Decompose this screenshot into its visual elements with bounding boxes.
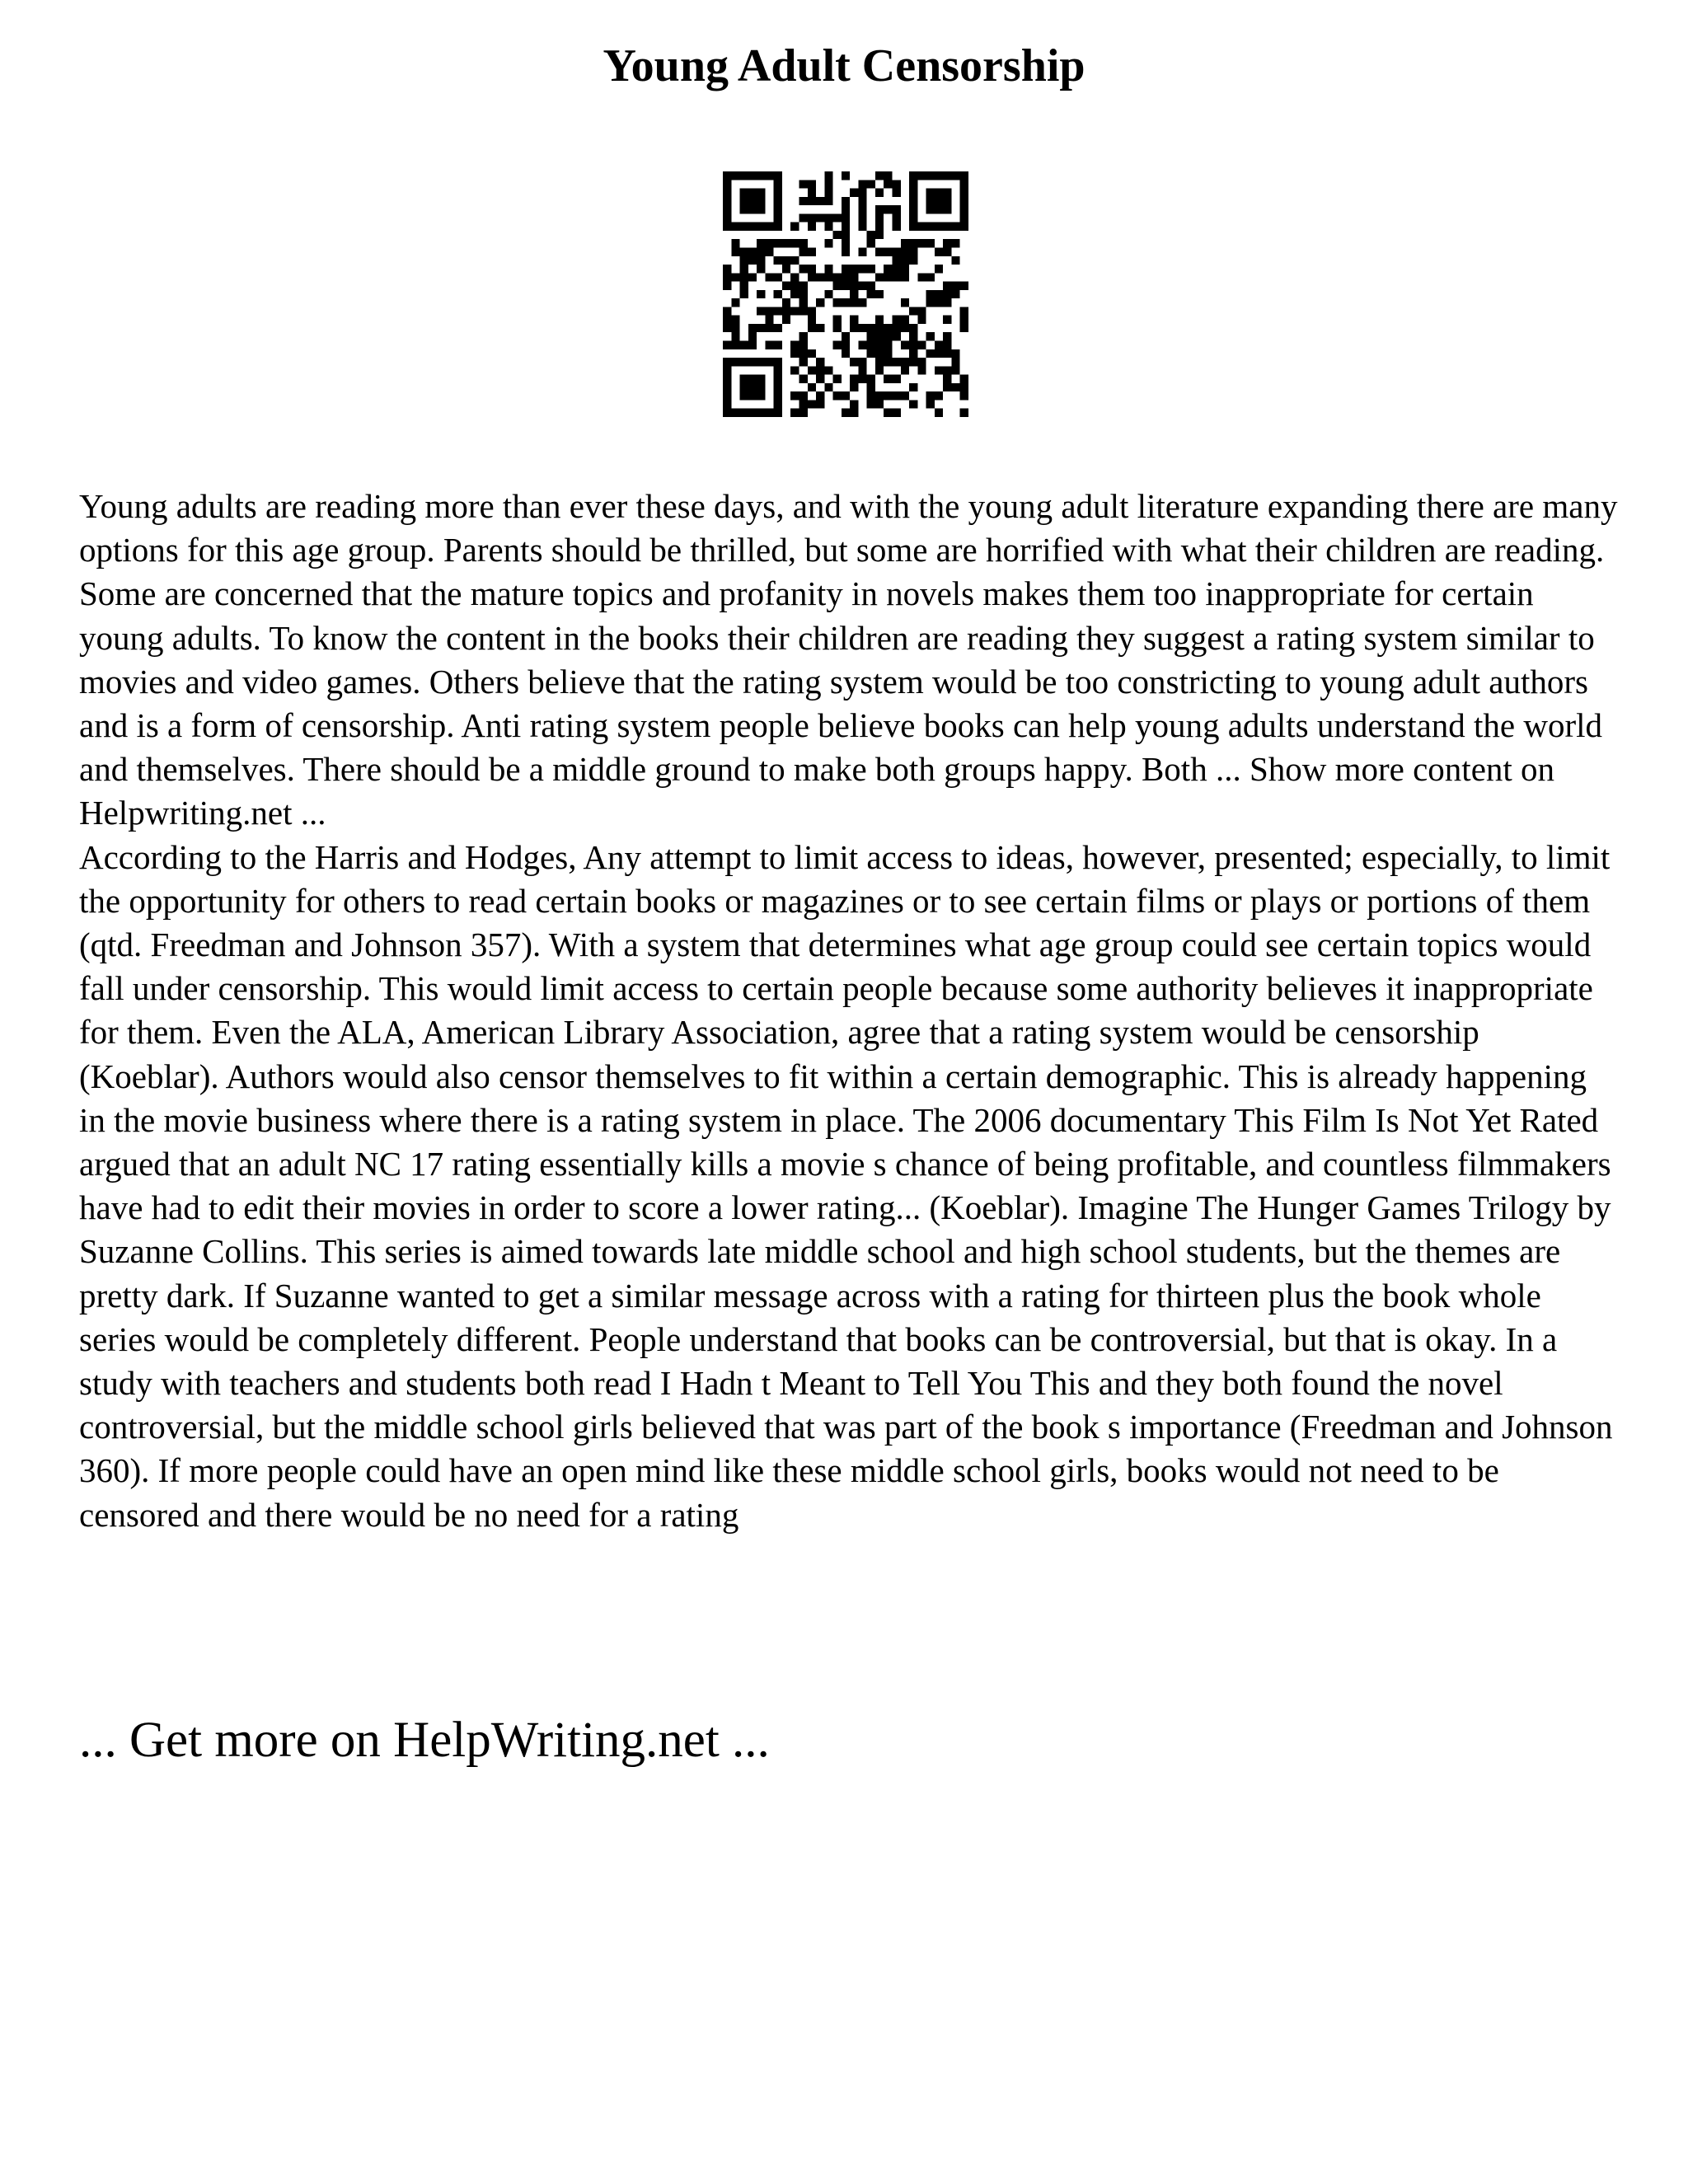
qr-code-graphic (723, 171, 968, 417)
get-more-link[interactable]: ... Get more on HelpWriting.net ... (79, 1713, 770, 1768)
paragraph-argument: According to the Harris and Hodges, Any attempt to limit access to ideas, however, presented; especially, to limit the opportunity for others to read certain books or magazines or to see certain films or plays or portions of them (qtd. Freedman and Johnson 357). With a system that determines what age group could see certain topics would fall under censorship. This would limit access to certain people because some authority believes it inappropriate for them. Even the ALA, American Library Association, agree that a rating system would be censorship (Koeblar). Authors would also censor themselves to fit within a certain demographic. This is already happening in the movie business where there is a rating system in place. The 2006 documentary This Film Is Not Yet Rated argued that an adult NC 17 rating essentially kills a movie s chance of being profitable, and countless filmmakers have had to edit their movies in order to score a lower rating... (Koeblar). Imagine The Hunger Games Trilogy by Suzanne Collins. This series is aimed towards late middle school and high school students, but the themes are pretty dark. If Suzanne wanted to get a similar message across with a rating for thirteen plus the book whole series would be completely different. People understand that books can be controversial, but that is okay. In a study with teachers and students both read I Hadn t Meant to Tell You This and they both found the novel controversial, but the middle school girls believed that was part of the book s importance (Freedman and Johnson 360). If more people could have an open mind like these middle school girls, books would not need to be censored and there would be no need for a rating (79, 837, 1613, 1534)
document-title: Young Adult Censorship (603, 40, 1085, 91)
paragraph-intro: Young adults are reading more than ever these days, and with the young adult literature expanding there are many options for this age group. Parents should be thrilled, but some are horrified with what their children are reading. Some are concerned that the mature topics and profanity in novels makes them too inappropriate for certain young adults. To know the content in the books their children are reading they suggest a rating system similar to movies and video games. Others believe that the rating system would be too constricting to young adult authors and is a form of censorship. Anti rating system people believe books can help young adults understand the world and themselves. There should be a middle ground to make both groups happy. Both ... Show more content on Helpwriting.net ... (79, 487, 1618, 832)
qr-code-icon[interactable] (723, 171, 968, 417)
article-body (79, 485, 1620, 1537)
